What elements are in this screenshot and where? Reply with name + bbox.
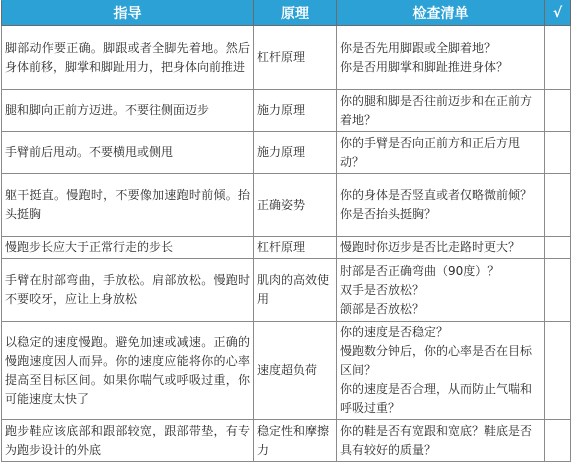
check-question: 你的身体是否竖直或者仅略微前倾？: [340, 188, 533, 202]
check-question: 你的手臂是否向正前方和正后方甩动？: [340, 135, 521, 169]
check-question: 你的腿和脚是否往前迈步和在正前方着地？: [340, 93, 533, 127]
table-header-row: [2, 1, 571, 26]
header-checklist: 检查清单: [337, 1, 545, 26]
checklist-cell: [337, 90, 545, 132]
principle-cell: 稳定性和摩擦力: [254, 420, 337, 462]
check-question: 你的速度是否稳定？: [340, 325, 449, 339]
principle-cell: 正确姿势: [254, 174, 337, 237]
guide-cell: 跑步鞋应该底部和跟部较宽，跟部带垫，有专为跑步设计的外底: [2, 420, 254, 462]
header-mark: √: [545, 1, 571, 26]
checklist-cell: [337, 259, 545, 322]
check-question: 慢跑时你迈步是否比走路时更大？: [340, 240, 521, 254]
check-question: 肘部是否正确弯曲（90度）？: [340, 263, 500, 278]
table-row: [2, 174, 571, 237]
guide-cell: 脚部动作要正确。脚跟或者全脚先着地。然后身体前移，脚掌和脚趾用力，把身体向前推进: [2, 26, 254, 90]
checklist-cell: [337, 420, 545, 462]
check-mark-cell[interactable]: [545, 237, 571, 259]
checklist-cell: [337, 322, 545, 420]
checklist-cell: [337, 237, 545, 259]
guide-cell: 躯干挺直。慢跑时，不要像加速跑时前倾。抬头挺胸: [2, 174, 254, 237]
check-mark-cell[interactable]: [545, 90, 571, 132]
table-row: [2, 26, 571, 90]
guide-cell: 慢跑步长应大于正常行走的步长: [2, 237, 254, 259]
table-row: [2, 237, 571, 259]
check-question: 你是否用脚掌和脚趾推进身体？: [340, 59, 509, 74]
check-mark-cell[interactable]: [545, 26, 571, 90]
guide-cell: 以稳定的速度慢跑。避免加速或减速。正确的慢跑速度因人而异。你的速度应能将你的心率提高至目标区间。如果你喘气或呼吸过重，你可能速度太快了: [2, 322, 254, 420]
guide-cell: 手臂前后甩动。不要横甩或侧甩: [2, 132, 254, 174]
check-question: 你的速度是否合理，从而防止气喘和呼吸过重？: [340, 382, 533, 415]
table-row: [2, 322, 571, 420]
check-mark-cell[interactable]: [545, 132, 571, 174]
table-row: [2, 259, 571, 322]
header-principle: 原理: [254, 1, 337, 26]
checklist-cell: [337, 174, 545, 237]
checklist-cell: [337, 132, 545, 174]
check-mark-cell[interactable]: [545, 322, 571, 420]
principle-cell: 杠杆原理: [254, 237, 337, 259]
guide-cell: 手臂在肘部弯曲，手放松。肩部放松。慢跑时不要咬牙，应让上身放松: [2, 259, 254, 322]
header-guide: 指导: [2, 1, 254, 26]
table-row: [2, 420, 571, 462]
check-mark-cell[interactable]: [545, 259, 571, 322]
check-question: 颌部是否放松？: [340, 301, 425, 316]
check-question: 你是否抬头挺胸？: [340, 207, 437, 221]
principle-cell: 杠杆原理: [254, 26, 337, 90]
principle-cell: 肌肉的高效使用: [254, 259, 337, 322]
checklist-cell: [337, 26, 545, 90]
check-question: 你是否先用脚跟或全脚着地？: [340, 40, 497, 55]
principle-cell: 施力原理: [254, 90, 337, 132]
principle-cell: 施力原理: [254, 132, 337, 174]
check-mark-cell[interactable]: [545, 420, 571, 462]
guide-cell: 腿和脚向正前方迈进。不要往侧面迈步: [2, 90, 254, 132]
principle-cell: 速度超负荷: [254, 322, 337, 420]
check-question: 慢跑数分钟后，你的心率是否在目标区间？: [340, 344, 533, 377]
table-row: [2, 132, 571, 174]
jogging-checklist-table: [1, 0, 571, 462]
check-question: 双手是否放松？: [340, 282, 425, 297]
table-row: [2, 90, 571, 132]
check-question: 你的鞋是否有宽跟和宽底？鞋底是否具有较好的质量？: [340, 423, 533, 457]
check-mark-cell[interactable]: [545, 174, 571, 237]
